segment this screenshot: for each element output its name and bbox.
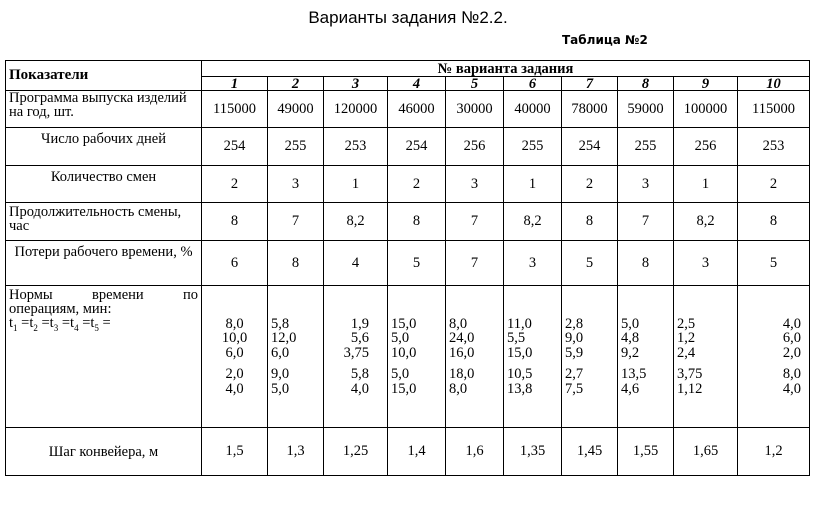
norm-value: 5,6 <box>350 330 369 347</box>
norm-value: 2,0 <box>782 344 802 361</box>
norm-value: 10,0 <box>221 330 248 347</box>
table-cell: 254 <box>202 128 268 166</box>
table-cell: 1,45 <box>562 428 618 476</box>
row-label: Число рабочих дней <box>6 128 202 166</box>
norm-value: 1,2 <box>677 330 696 347</box>
table-cell: 1,3 <box>268 428 324 476</box>
variant-number: 4 <box>388 77 446 91</box>
norm-value: 8,0 <box>782 366 802 383</box>
norm-value: 15,0 <box>391 380 417 397</box>
table-cell: 3 <box>268 166 324 203</box>
norm-value: 16,0 <box>449 344 475 361</box>
norm-value: 4,8 <box>621 330 640 347</box>
table-cell: 46000 <box>388 91 446 128</box>
table-cell: 8,2 <box>504 203 562 241</box>
table-cell: 1,4 <box>388 428 446 476</box>
norm-value: 11,0 <box>507 315 532 332</box>
formula-symbol: =t <box>37 315 54 331</box>
norms-label-word: по <box>182 287 198 303</box>
table-cell: 30000 <box>446 91 504 128</box>
table-cell: 1 <box>504 166 562 203</box>
norm-value: 2,7 <box>565 366 584 383</box>
table-cell: 5 <box>388 241 446 286</box>
formula-sub: 2 <box>33 322 38 333</box>
norm-value: 18,0 <box>449 366 475 383</box>
norm-value: 13,5 <box>621 366 647 383</box>
norm-value: 4,0 <box>350 380 369 397</box>
table-cell: 8,2 <box>674 203 738 241</box>
variant-number: 1 <box>202 77 268 91</box>
norms-label <box>6 286 202 428</box>
table-row-step <box>6 428 810 476</box>
norm-value: 10,0 <box>391 344 417 361</box>
variant-number: 10 <box>738 77 810 91</box>
table-cell: 78000 <box>562 91 618 128</box>
formula-sub: 1 <box>13 322 18 333</box>
row-label: Количество смен <box>6 166 202 203</box>
row-label: Потери рабочего времени, % <box>6 241 202 286</box>
table-cell: 2 <box>202 166 268 203</box>
norms-column <box>446 286 504 428</box>
norm-value: 2,0 <box>225 366 244 383</box>
formula-sub: 4 <box>74 322 79 333</box>
norms-column <box>202 286 268 428</box>
formula-symbol: t <box>9 315 14 331</box>
norms-label-line2: операциям, мин: <box>9 301 112 317</box>
table-cell: 115000 <box>738 91 810 128</box>
table-cell: 4 <box>324 241 388 286</box>
norm-value: 5,0 <box>391 330 410 347</box>
table-cell: 120000 <box>324 91 388 128</box>
norm-value: 24,0 <box>449 330 475 347</box>
norm-value: 8,0 <box>225 315 244 332</box>
variant-number: 6 <box>504 77 562 91</box>
variant-number: 9 <box>674 77 738 91</box>
norm-value: 7,5 <box>565 380 584 397</box>
row-label: Программа выпуска изделий на год, шт. <box>6 91 202 128</box>
norm-value: 15,0 <box>391 315 417 332</box>
row-label: Шаг конвейера, м <box>6 428 202 476</box>
norm-value: 5,8 <box>350 366 369 383</box>
norms-label-word: времени <box>91 287 144 303</box>
table-cell: 8,2 <box>324 203 388 241</box>
norms-column <box>618 286 674 428</box>
norms-label-line1 <box>9 288 198 302</box>
table-cell: 8 <box>618 241 674 286</box>
table-row-norms <box>6 286 810 428</box>
norms-column <box>674 286 738 428</box>
table-cell: 5 <box>738 241 810 286</box>
table-cell: 2 <box>562 166 618 203</box>
formula-sub: 3 <box>53 322 59 333</box>
variant-number: 3 <box>324 77 388 91</box>
variant-number: 8 <box>618 77 674 91</box>
norm-value: 2,4 <box>677 344 696 361</box>
table-cell: 115000 <box>202 91 268 128</box>
norms-column <box>562 286 618 428</box>
table-cell: 1,55 <box>618 428 674 476</box>
norm-value: 4,0 <box>782 380 802 397</box>
table-cell: 40000 <box>504 91 562 128</box>
norm-value: 6,0 <box>271 344 290 361</box>
norm-value: 10,5 <box>507 366 533 383</box>
table-cell: 1,35 <box>504 428 562 476</box>
formula-symbol: =t <box>17 315 34 331</box>
norm-value: 5,0 <box>271 380 290 397</box>
norm-value: 4,0 <box>225 380 244 397</box>
norm-value: 6,0 <box>782 330 802 347</box>
variant-number: 5 <box>446 77 504 91</box>
norm-value: 12,0 <box>271 330 297 347</box>
table-caption: Таблица №2 <box>562 33 648 47</box>
norm-value: 2,5 <box>677 315 696 332</box>
variant-number: 7 <box>562 77 618 91</box>
norm-value: 5,5 <box>507 330 526 347</box>
table-cell: 7 <box>268 203 324 241</box>
variant-number: 2 <box>268 77 324 91</box>
norms-column <box>504 286 562 428</box>
table-cell: 8 <box>738 203 810 241</box>
norm-value: 9,0 <box>271 366 290 383</box>
norms-column <box>324 286 388 428</box>
table-cell: 7 <box>618 203 674 241</box>
norm-value: 9,0 <box>565 330 584 347</box>
formula-symbol: =t <box>58 315 75 331</box>
header-title: № варианта задания <box>202 61 810 77</box>
table-cell: 8 <box>562 203 618 241</box>
norm-value: 8,0 <box>449 380 468 397</box>
norm-value: 5,9 <box>565 344 584 361</box>
table-row-time-loss <box>6 241 810 286</box>
table-cell: 255 <box>618 128 674 166</box>
table-cell: 1,65 <box>674 428 738 476</box>
table-cell: 5 <box>562 241 618 286</box>
table-cell: 1,6 <box>446 428 504 476</box>
table-cell: 3 <box>504 241 562 286</box>
table-cell: 8 <box>268 241 324 286</box>
norm-value: 1,12 <box>677 380 703 397</box>
table-cell: 100000 <box>674 91 738 128</box>
table-cell: 2 <box>738 166 810 203</box>
norms-label-word: Нормы <box>9 287 53 303</box>
table-cell: 1,2 <box>738 428 810 476</box>
norms-column <box>738 286 810 428</box>
norm-value: 15,0 <box>507 344 533 361</box>
table-cell: 256 <box>446 128 504 166</box>
norm-value: 6,0 <box>225 344 244 361</box>
table-row-shifts <box>6 166 810 203</box>
variants-table <box>5 60 810 476</box>
table-cell: 253 <box>324 128 388 166</box>
norm-value: 1,9 <box>350 315 369 332</box>
page-title: Варианты задания №2.2. <box>308 8 508 27</box>
table-cell: 254 <box>388 128 446 166</box>
table-cell: 6 <box>202 241 268 286</box>
norm-value: 5,0 <box>391 366 410 383</box>
norm-value: 3,75 <box>677 366 703 383</box>
header-label: Показатели <box>6 61 202 91</box>
norm-value: 5,8 <box>271 315 290 332</box>
norms-column <box>388 286 446 428</box>
table-row-days <box>6 128 810 166</box>
norm-value: 8,0 <box>449 315 468 332</box>
norm-value: 3,75 <box>343 344 369 361</box>
formula-symbol: = <box>98 315 111 331</box>
table-cell: 2 <box>388 166 446 203</box>
formula-symbol: =t <box>78 315 95 331</box>
table-cell: 7 <box>446 203 504 241</box>
table-cell: 255 <box>504 128 562 166</box>
formula-sub: 5 <box>94 322 99 333</box>
norm-value: 5,0 <box>621 315 640 332</box>
table-cell: 1,25 <box>324 428 388 476</box>
table-cell: 3 <box>618 166 674 203</box>
norms-formula <box>9 316 198 335</box>
table-cell: 256 <box>674 128 738 166</box>
norm-value: 13,8 <box>507 380 533 397</box>
norm-value: 2,8 <box>565 315 584 332</box>
table-cell: 1 <box>674 166 738 203</box>
table-cell: 59000 <box>618 91 674 128</box>
table-cell: 1,5 <box>202 428 268 476</box>
table-cell: 1 <box>324 166 388 203</box>
table-cell: 8 <box>202 203 268 241</box>
table-cell: 49000 <box>268 91 324 128</box>
table-cell: 255 <box>268 128 324 166</box>
table-row-shift-duration <box>6 203 810 241</box>
table-cell: 3 <box>674 241 738 286</box>
table-cell: 3 <box>446 166 504 203</box>
row-label: Продолжительность смены, час <box>6 203 202 241</box>
norm-value: 9,2 <box>621 344 640 361</box>
norm-value: 4,0 <box>782 315 802 332</box>
norm-value: 4,6 <box>621 380 640 397</box>
table-cell: 8 <box>388 203 446 241</box>
table-cell: 253 <box>738 128 810 166</box>
norms-column <box>268 286 324 428</box>
table-cell: 254 <box>562 128 618 166</box>
table-row-program <box>6 91 810 128</box>
table-cell: 7 <box>446 241 504 286</box>
